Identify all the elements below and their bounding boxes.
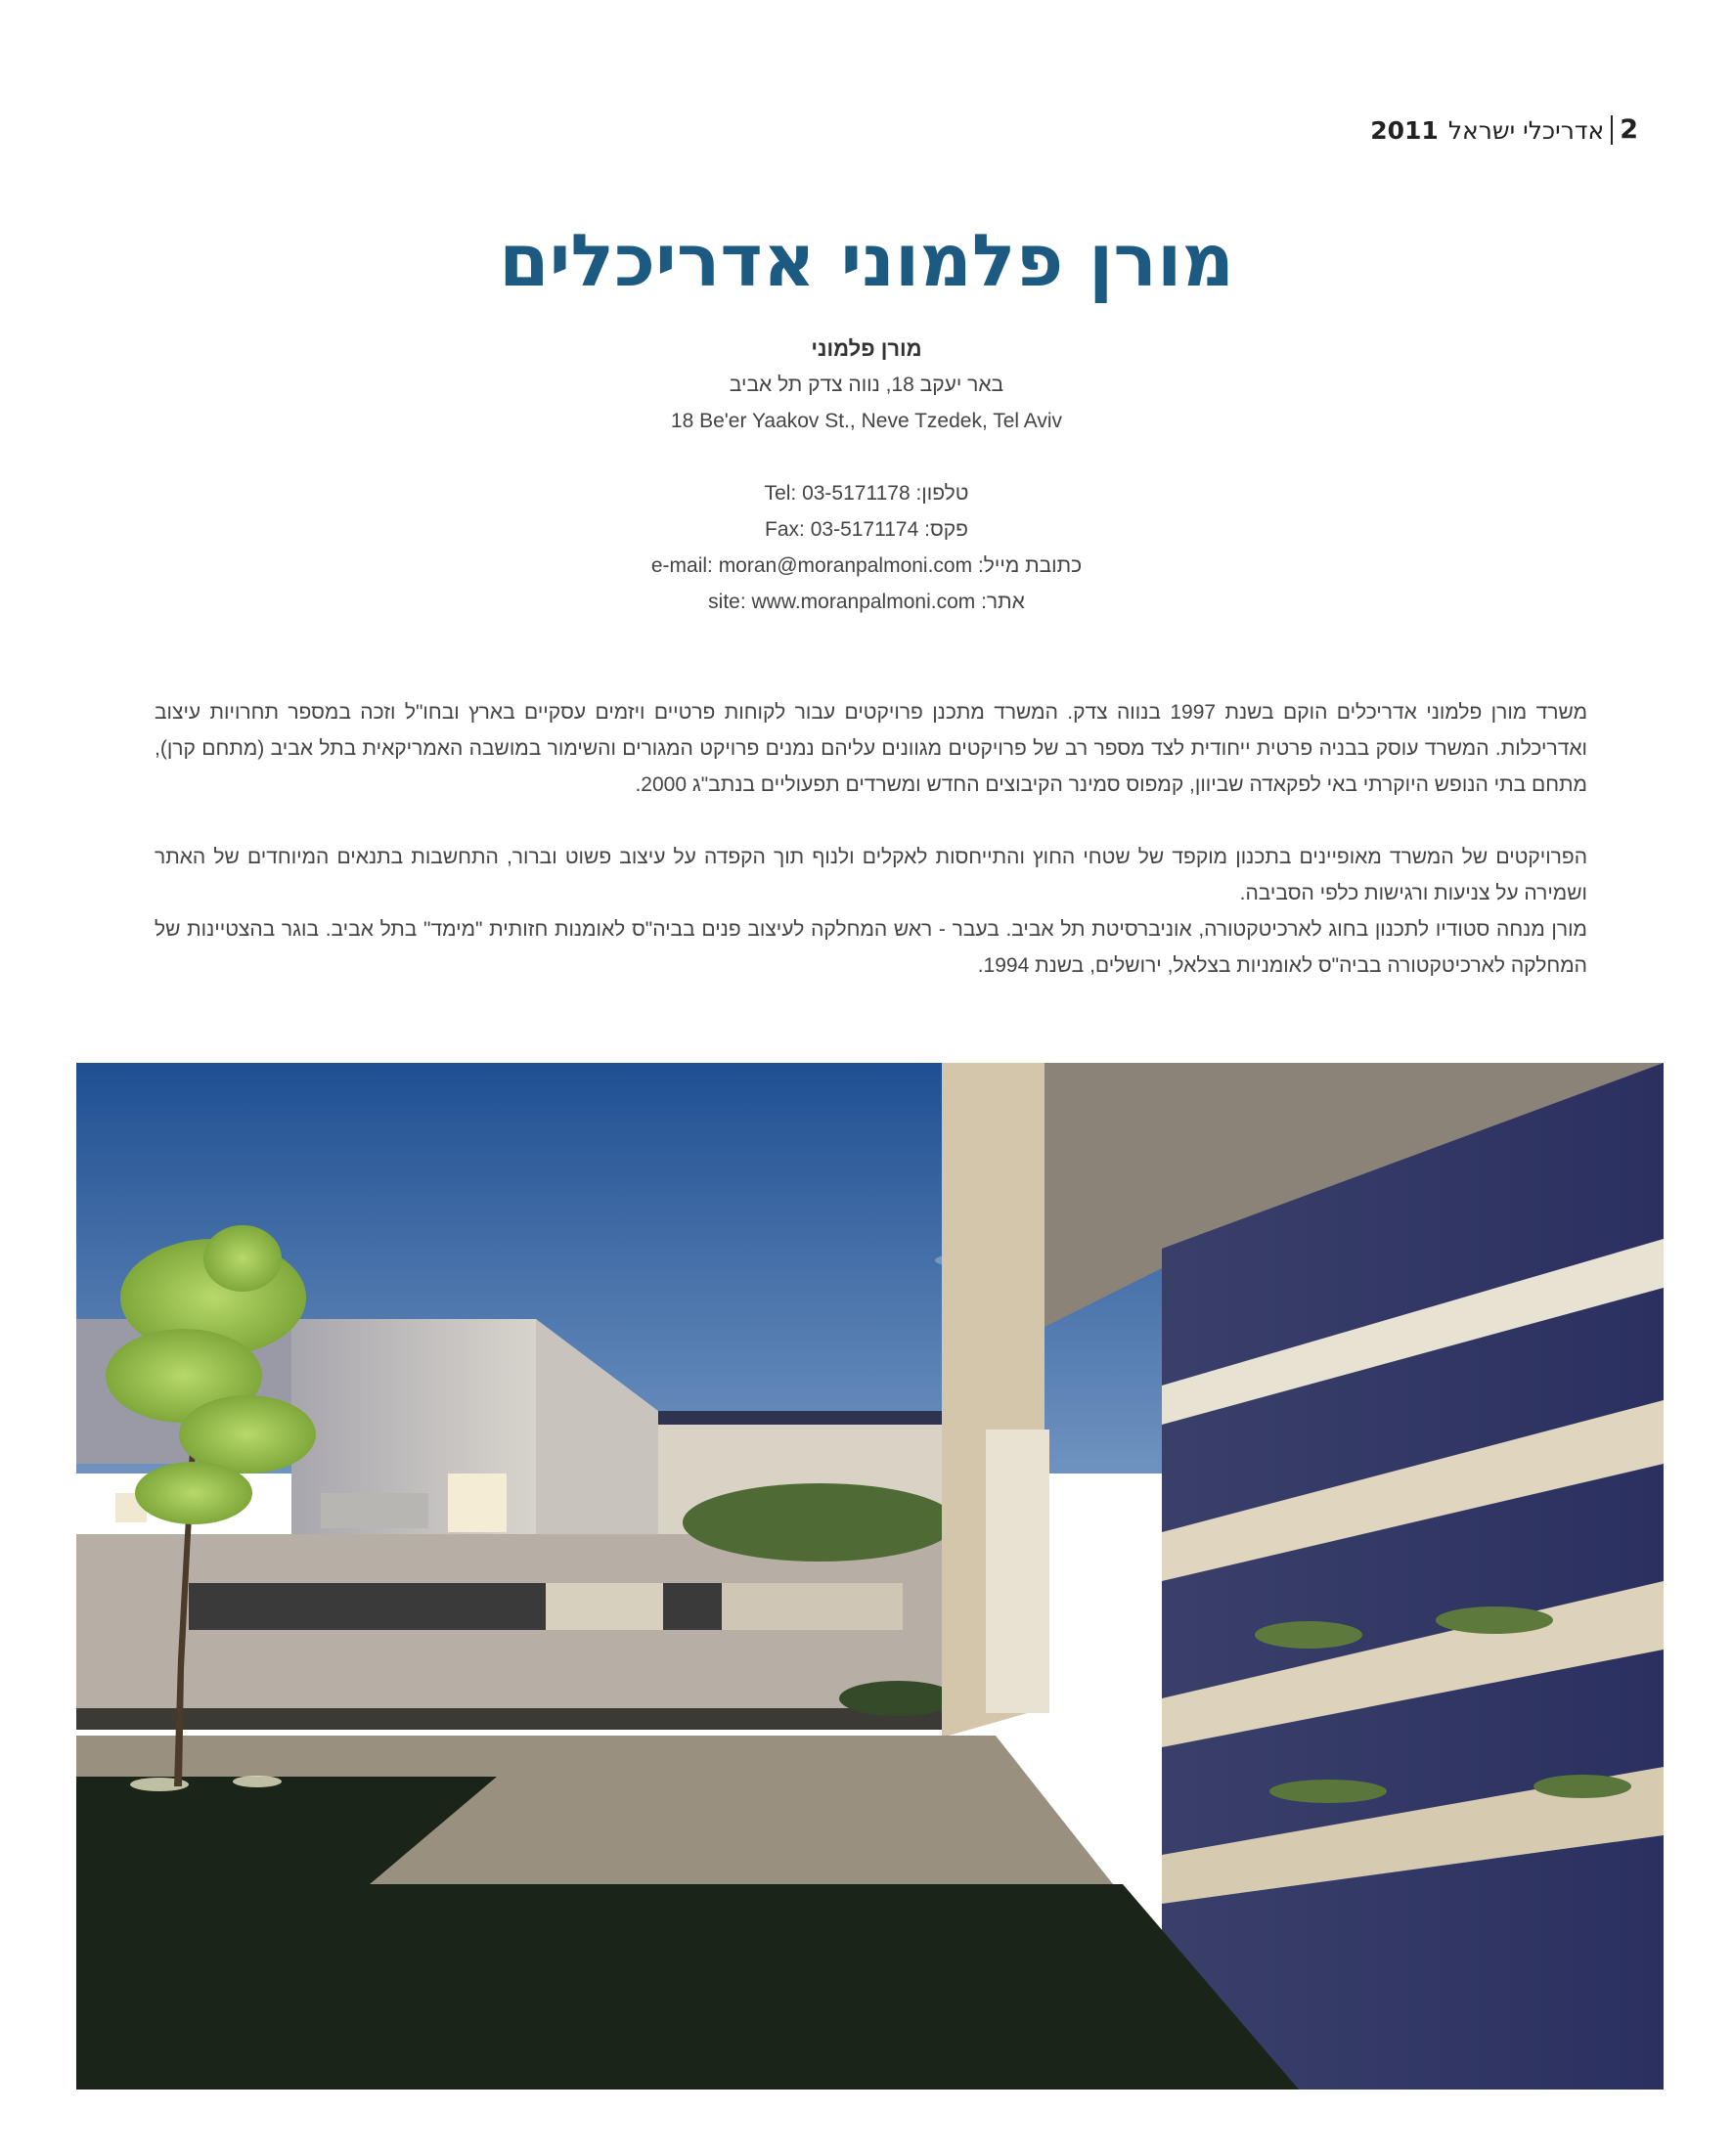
window (321, 1493, 428, 1528)
fax-line (0, 511, 1733, 548)
email-line (0, 548, 1733, 584)
paragraph-approach: הפרויקטים של המשרד מאופיינים בתכנון מוקפד של שטחי החוץ והתייחסות לאקלים ולנוף תוך הקפדה על עיצוב פשוט וברור, התחשבות בתנאים המיוחדים של האתר ושמירה על צניעות ורגישות כלפי הסביבה. (155, 846, 1587, 904)
wall-opening-light (722, 1583, 903, 1630)
lit-entrance (986, 1430, 1049, 1713)
site-line (0, 584, 1733, 620)
page-title: מורן פלמוני אדריכלים (499, 219, 1234, 303)
email-value[interactable]: e-mail: moran@moranpalmoni.com (650, 554, 973, 577)
tree-canopy (203, 1225, 282, 1292)
phone-label: טלפון: (915, 482, 969, 505)
window (448, 1474, 507, 1532)
house-photo (76, 1063, 1664, 2090)
site-label: אתר: (981, 591, 1025, 613)
plant (1533, 1775, 1631, 1798)
site-value[interactable]: site: www.moranpalmoni.com (708, 591, 976, 613)
tree-canopy (135, 1462, 252, 1524)
fax-value: Fax: 03-5171174 (765, 518, 919, 541)
shrub (683, 1483, 956, 1562)
shrub (839, 1681, 956, 1716)
page-number: 2 (1611, 115, 1638, 145)
uplight-glow (233, 1776, 282, 1787)
running-head (1370, 115, 1638, 145)
lawn (76, 1884, 1299, 2090)
phone-line (0, 475, 1733, 511)
plant (1436, 1606, 1553, 1634)
publication-year: 2011 (1370, 115, 1439, 145)
contact-name: מורן פלמוני (811, 336, 922, 361)
publication-title: אדריכלי ישראל (1447, 115, 1605, 145)
phone-value: Tel: 03-5171178 (764, 482, 911, 505)
paragraph-history: משרד מורן פלמוני אדריכלים הוקם בשנת 1997 בנווה צדק. המשרד מתכנן פרויקטים עבור לקוחות פרטיים ויזמים עסקיים בארץ ובחו"ל וזכה במספר תחרויות עיצוב ואדריכלות. המשרד עוסק בבניה פרטית ייחודית לצד מספר רב של פרויקטים מגוונים עליהם נמנים פרויקט המגורים והשימור במושבה האמריקאית בתל אביב (מתחם קרן), מתחם בתי הנופש היוקרתי באי לפקאדה שביוון, קמפוס סמינר הקיבוצים החדש ומשרדים תפעוליים בנתב"ג 2000. (155, 701, 1587, 796)
tree-canopy (179, 1395, 316, 1474)
contact-block (0, 330, 1733, 620)
body-text (155, 694, 1587, 984)
fax-label: פקס: (924, 518, 968, 541)
email-label: כתובת מייל: (977, 554, 1083, 577)
plant (1255, 1621, 1362, 1649)
paragraph-bio: מורן מנחה סטודיו לתכנון בחוג לארכיטקטורה, אוניברסיטת תל אביב. בעבר - ראש המחלקה לעיצוב פנים בביה"ס לאומנות חזותית "מימד" בתל אביב. בוגר בהצטיינות של המחלקה לארכיטקטורה בביה"ס לאומניות בצלאל, ירושלים, בשנת 1994. (155, 918, 1587, 977)
address-english: 18 Be'er Yaakov St., Neve Tzedek, Tel Aviv (670, 410, 1063, 432)
wall-opening-light (546, 1583, 663, 1630)
garden-wall-base (76, 1708, 942, 1730)
plant (1269, 1780, 1387, 1803)
address-hebrew: באר יעקב 18, נווה צדק תל אביב (729, 374, 1004, 396)
